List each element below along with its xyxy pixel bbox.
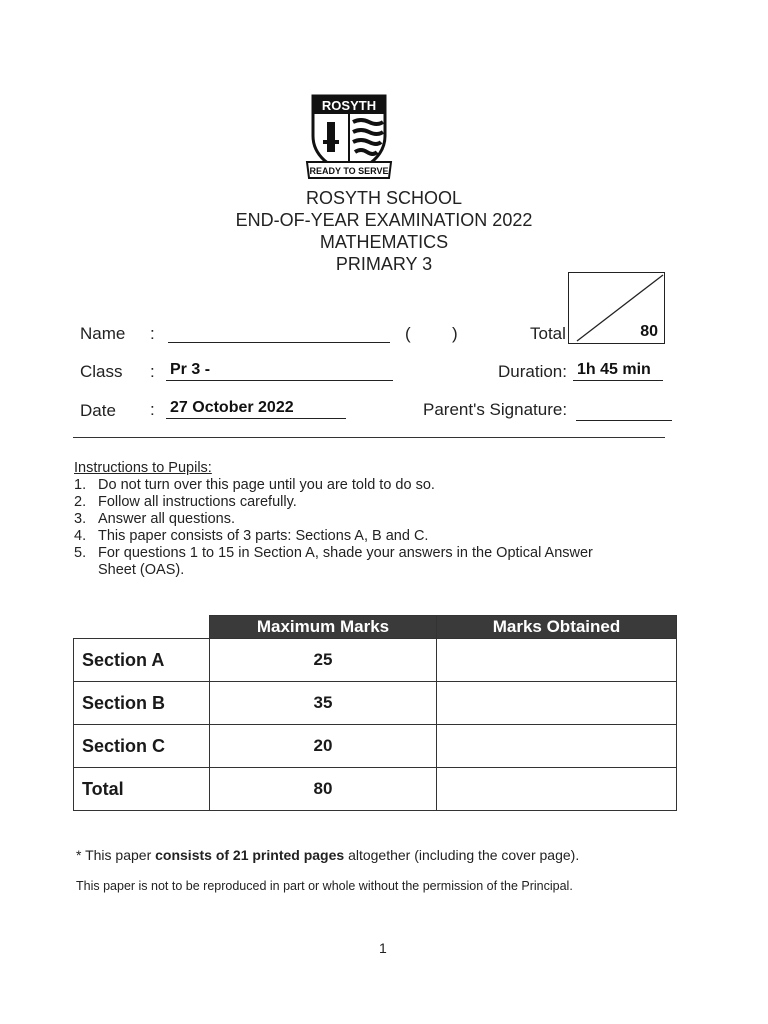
date-value: 27 October 2022 xyxy=(170,399,294,416)
table-row xyxy=(74,768,677,811)
marks-table xyxy=(73,615,677,811)
class-colon: : xyxy=(150,362,155,381)
item-text: This paper consists of 3 parts: Sections A, B and C. xyxy=(98,528,429,544)
duration-label: Duration: xyxy=(498,362,567,381)
crest-shield-icon xyxy=(305,92,393,184)
item-text: Answer all questions. xyxy=(98,511,236,527)
name-field[interactable] xyxy=(168,340,390,343)
class-value: Pr 3 - xyxy=(170,361,211,378)
marks-obtained-cell[interactable] xyxy=(437,682,677,725)
header-marks-obtained: Marks Obtained xyxy=(437,616,677,639)
item-text: Do not turn over this page until you are told to do so. xyxy=(98,477,435,493)
class-label: Class xyxy=(80,362,123,381)
header-blank xyxy=(74,616,210,639)
table-row xyxy=(74,639,677,682)
item-number: 4. xyxy=(74,528,87,544)
name-label: Name xyxy=(80,324,126,343)
register-paren-open: ( xyxy=(405,324,411,343)
instructions-list xyxy=(74,477,674,579)
list-item xyxy=(74,545,674,562)
table-row xyxy=(74,682,677,725)
max-marks: 20 xyxy=(210,725,437,768)
section-name: Section B xyxy=(74,682,210,725)
register-paren-close: ) xyxy=(452,324,458,343)
section-name: Section A xyxy=(74,639,210,682)
copyright-note: This paper is not to be reproduced in part or whole without the permission of the Principal. xyxy=(76,879,573,893)
marks-obtained-cell[interactable] xyxy=(437,725,677,768)
total-score-box xyxy=(568,272,665,344)
duration-field xyxy=(573,361,663,381)
pages-note xyxy=(76,847,579,863)
total-score-value: 80 xyxy=(640,323,658,340)
item-text: Follow all instructions carefully. xyxy=(98,494,297,510)
duration-value: 1h 45 min xyxy=(577,361,651,378)
section-name: Section C xyxy=(74,725,210,768)
signature-field[interactable] xyxy=(576,418,672,421)
signature-label: Parent's Signature: xyxy=(423,400,568,419)
crest-banner-text: ROSYTH xyxy=(321,98,377,113)
list-item xyxy=(74,477,674,494)
list-item xyxy=(74,494,674,511)
date-label: Date xyxy=(80,401,116,420)
item-number: 1. xyxy=(74,477,87,493)
marks-obtained-cell[interactable] xyxy=(437,768,677,811)
max-marks: 80 xyxy=(210,768,437,811)
exam-title: END-OF-YEAR EXAMINATION 2022 xyxy=(235,210,533,230)
table-row xyxy=(74,725,677,768)
max-marks: 25 xyxy=(210,639,437,682)
pages-note-suffix: altogether (including the cover page). xyxy=(344,847,580,863)
item-number: 5. xyxy=(74,545,87,561)
date-field[interactable] xyxy=(166,399,346,419)
pages-note-prefix: * This paper xyxy=(76,847,156,863)
total-label: Total xyxy=(530,324,566,343)
item-text: For questions 1 to 15 in Section A, shade your answers in the Optical Answer xyxy=(98,545,593,561)
max-marks: 35 xyxy=(210,682,437,725)
list-item xyxy=(74,511,674,528)
date-colon: : xyxy=(150,400,155,419)
item-continuation: Sheet (OAS). xyxy=(98,562,185,578)
table-header-row xyxy=(74,616,677,639)
subject-title: MATHEMATICS xyxy=(319,232,449,252)
header-max-marks: Maximum Marks xyxy=(210,616,437,639)
instructions-heading: Instructions to Pupils: xyxy=(74,460,212,476)
item-number: 3. xyxy=(74,511,87,527)
school-crest xyxy=(305,92,393,184)
section-name: Total xyxy=(74,768,210,811)
page-number: 1 xyxy=(379,940,387,956)
item-number: 2. xyxy=(74,494,87,510)
class-field[interactable] xyxy=(166,361,393,381)
school-name: ROSYTH SCHOOL xyxy=(305,188,463,208)
marks-obtained-cell[interactable] xyxy=(437,639,677,682)
list-item xyxy=(74,528,674,545)
crest-motto: READY TO SERVE xyxy=(309,166,389,176)
pages-note-bold: consists of 21 printed pages xyxy=(155,847,345,863)
divider-line xyxy=(73,437,665,438)
level-title: PRIMARY 3 xyxy=(335,254,433,274)
name-colon: : xyxy=(150,324,155,343)
